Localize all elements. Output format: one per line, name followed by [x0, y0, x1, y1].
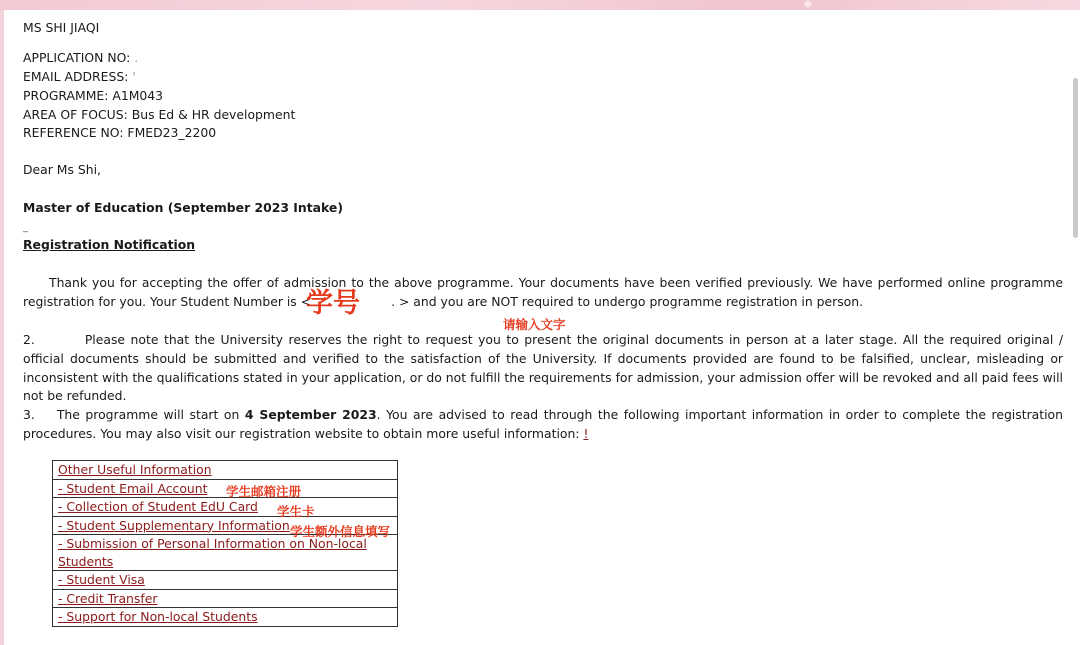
paragraph-1-part2: . > and you are NOT required to undergo programme registration in person. [391, 293, 864, 309]
reference-no-line: REFERENCE NO: FMED23_2200 [23, 125, 217, 140]
student-visa-link[interactable]: - Student Visa [58, 572, 145, 587]
collection-student-card-link[interactable]: - Collection of Student EdU Card [58, 499, 258, 514]
dash-mark: _ [23, 222, 28, 233]
paragraph-3-text-before: The programme will start on [56, 407, 245, 422]
non-local-personal-info-link[interactable]: - Submission of Personal Information on Non-local Students [58, 536, 367, 569]
other-useful-information-link[interactable]: Other Useful Information [58, 462, 212, 477]
student-number-annotation: 学号 [306, 288, 360, 319]
vertical-scrollbar[interactable] [1073, 78, 1078, 238]
recipient-name: MS SHI JIAQI [23, 20, 100, 35]
email-address-value: ' [132, 69, 136, 84]
start-date: 4 September 2023 [244, 407, 377, 422]
paragraph-2 [23, 331, 1063, 406]
email-registration-annotation: 学生邮箱注册 [226, 484, 302, 499]
registration-website-link[interactable]: ! [583, 425, 589, 441]
paragraph-3 [23, 406, 1063, 444]
supplementary-info-annotation: 学生额外信息填写 [290, 524, 391, 539]
area-of-focus-line: AREA OF FOCUS: Bus Ed & HR development [23, 107, 296, 122]
flower-decoration [790, 0, 850, 8]
section-title: Registration Notification [23, 237, 196, 252]
paragraph-1-part1: Thank you for accepting the offer of admission to the above programme. Your documents have been verified previously. We have performed online programme registration for you. Your Student Number is < [23, 275, 1063, 309]
programme-line: PROGRAMME: A1M043 [23, 88, 164, 103]
paragraph-2-text: Please note that the University reserves the right to request you to present the original documents in person at a later stage. All the required original / official documents should be submitted and verified to the satisfaction of the University. If documents provided are found to be falsified, unclear, misleading or inconsistent with the qualifications stated in your application, or do not fulfill the requirements for admission, your admission offer will be revoked and all paid fees will not be refunded. [23, 332, 1063, 404]
paragraph-3-number: 3. [23, 407, 35, 422]
top-decorative-border [0, 0, 1080, 10]
paragraph-3-text-after: . You are advised to read through the following important information in order to complete the registration procedures. You may also visit our registration website to obtain more useful information: [23, 407, 1063, 441]
application-no-label: APPLICATION NO: [23, 50, 131, 65]
useful-information-table [52, 460, 398, 627]
left-decorative-border [0, 10, 4, 645]
student-email-account-link[interactable]: - Student Email Account [58, 480, 208, 496]
email-address-label: EMAIL ADDRESS: [23, 69, 129, 84]
paragraph-1 [23, 274, 1063, 312]
application-no-value: . [134, 50, 139, 65]
student-supplementary-info-link[interactable]: - Student Supplementary Information [58, 517, 290, 533]
letter-subject: Master of Education (September 2023 Intake) [23, 200, 343, 215]
enter-text-annotation: 请输入文字 [503, 317, 566, 332]
application-no-line [23, 50, 138, 65]
support-non-local-link[interactable]: - Support for Non-local Students [58, 609, 258, 624]
email-address-line [23, 69, 136, 84]
credit-transfer-link[interactable]: - Credit Transfer [58, 590, 158, 606]
salutation: Dear Ms Shi, [23, 162, 101, 177]
student-card-annotation: 学生卡 [277, 504, 315, 519]
paragraph-2-number: 2. [23, 332, 35, 347]
